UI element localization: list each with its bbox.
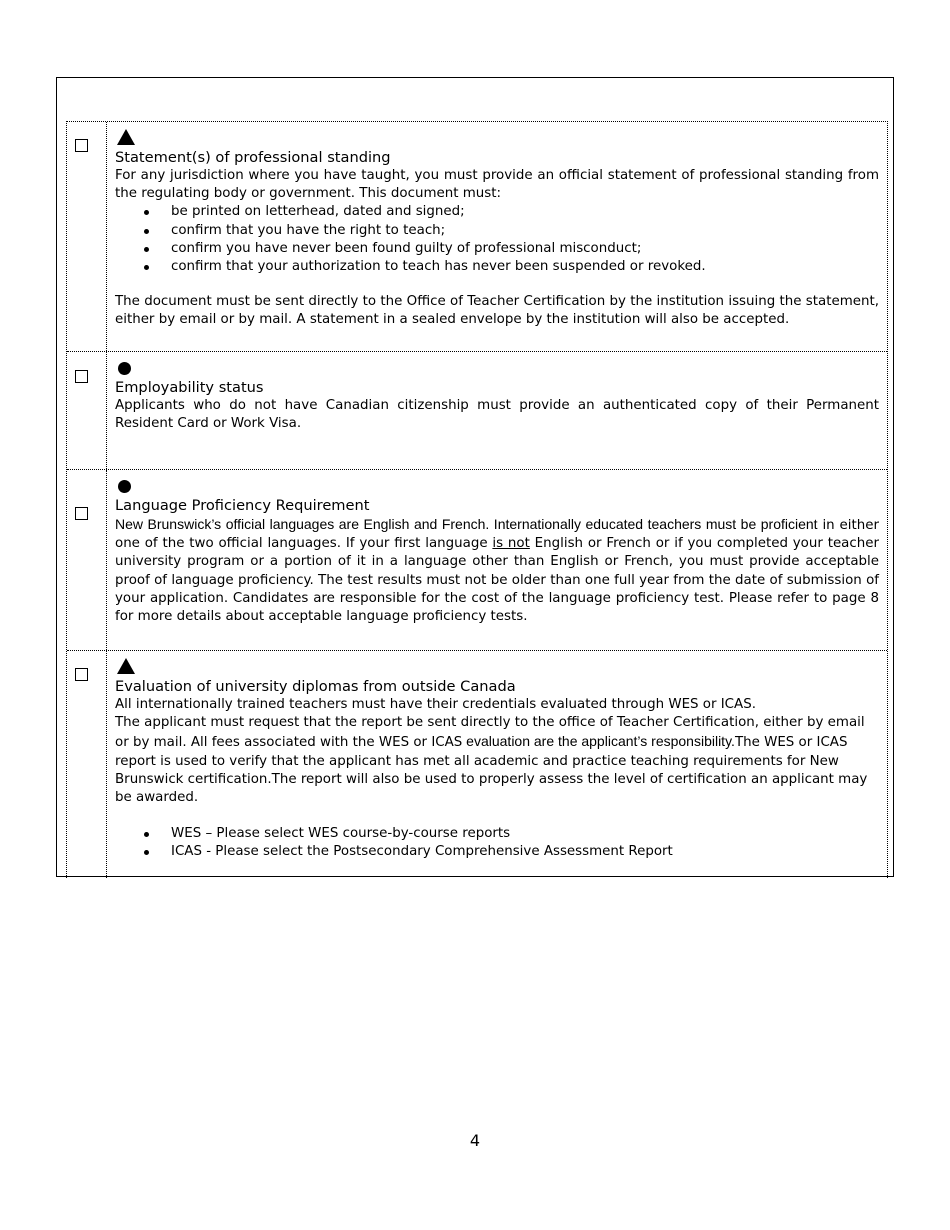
page-number: 4 (469, 1131, 481, 1150)
triangle-icon (117, 129, 135, 145)
section-body: New Brunswick’s official languages are English and French. Internationally educated teachers must be proficient in either one of the two official languages. If your first language is not English or French or if you completed your teacher university program or a portion of it in a language other than English or French, you must provide acceptable proof of language proficiency. The test results must not be older than one full year from the date of submission of your application. Candidates are responsible for the cost of the language proficiency test. Please refer to page 8 for more details about acceptable language proficiency tests. (115, 516, 879, 625)
list-item: WES – Please select WES course-by-course reports (171, 825, 879, 843)
table-row (67, 651, 887, 878)
triangle-icon (117, 658, 135, 674)
section-title: Language Proficiency Requirement (115, 497, 370, 514)
checkbox-employability[interactable] (75, 370, 88, 383)
emphasis-text: is not (492, 536, 530, 552)
table-row (67, 122, 887, 352)
section-line: All internationally trained teachers must have their credentials evaluated through WES or ICAS. (115, 697, 756, 712)
section-body: Applicants who do not have Canadian citizenship must provide an authenticated copy of their Permanent Resident Card or Work Visa. (115, 398, 879, 432)
list-item: confirm that your authorization to teach has never been suspended or revoked. (171, 258, 879, 276)
list-item: be printed on letterhead, dated and signed; (171, 203, 879, 221)
section-body: The applicant must request that the report be sent directly to the office of Teacher Certification, either by email or by mail. All fees associated with the WES or ICAS evaluation are the applicant’s responsibility.The WES or ICAS report is used to verify that the applicant has met all academic and practice teaching requirements for New Brunswick certification.The report will also be used to properly assess the level of certification an applicant may be awarded. (115, 715, 868, 806)
section-closing: The document must be sent directly to the Office of Teacher Certification by the institution issuing the statement, either by email or by mail. A statement in a sealed envelope by the institution will also be accepted. (115, 294, 879, 328)
list-item: confirm you have never been found guilty of professional misconduct; (171, 240, 879, 258)
table-row (67, 470, 887, 651)
table-row (67, 352, 887, 470)
list-item: confirm that you have the right to teach; (171, 222, 879, 240)
circle-icon (118, 362, 131, 375)
circle-icon (118, 480, 131, 493)
section-title: Evaluation of university diplomas from outside Canada (115, 678, 516, 695)
section-title: Employability status (115, 379, 264, 396)
checkbox-diploma-evaluation[interactable] (75, 668, 88, 681)
requirements-table (66, 121, 888, 878)
checkbox-language[interactable] (75, 507, 88, 520)
section-intro: For any jurisdiction where you have taught, you must provide an official statement of professional standing from the regulating body or government. This document must: (115, 168, 879, 202)
section-title: Statement(s) of professional standing (115, 149, 391, 166)
report-list (115, 825, 879, 861)
requirements-list (115, 203, 879, 276)
checkbox-professional-standing[interactable] (75, 139, 88, 152)
list-item: ICAS - Please select the Postsecondary Comprehensive Assessment Report (171, 843, 879, 861)
